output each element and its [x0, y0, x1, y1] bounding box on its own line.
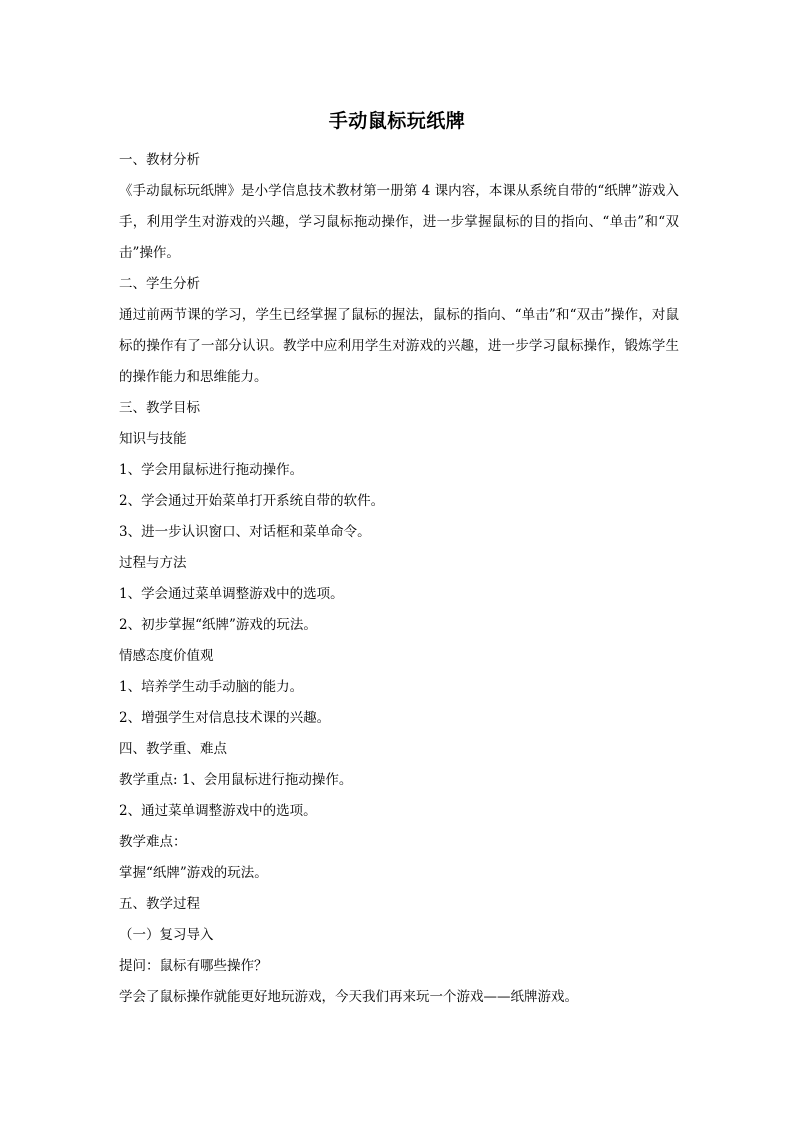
list-item: 1、培养学生动手动脑的能力。 — [119, 679, 304, 695]
paragraph-student-analysis: 通过前两节课的学习，学生已经掌握了鼠标的握法，鼠标的指向、“单击”和“双击”操作，对鼠标的操作有了一部分认识。教学中应利用学生对游戏的兴趣，进一步学习鼠标操作，锻炼学生的操作能力和思维能力。 — [119, 307, 679, 385]
section-heading-teaching-goals: 三、教学目标 — [119, 400, 200, 416]
question-line: 提问：鼠标有哪些操作？ — [119, 958, 268, 974]
section-heading-key-difficult-points: 四、教学重、难点 — [119, 741, 227, 757]
subheading-knowledge-skills: 知识与技能 — [119, 431, 187, 447]
list-item: 1、学会用鼠标进行拖动操作。 — [119, 462, 304, 478]
list-item: 1、学会通过菜单调整游戏中的选项。 — [119, 586, 344, 602]
key-point-item: 2、通过菜单调整游戏中的选项。 — [119, 803, 317, 819]
subheading-process-method: 过程与方法 — [119, 555, 187, 571]
list-item: 2、增强学生对信息技术课的兴趣。 — [119, 710, 331, 726]
list-item: 2、初步掌握“纸牌”游戏的玩法。 — [119, 617, 317, 633]
document-title: 手动鼠标玩纸牌 — [328, 110, 466, 132]
section-heading-teaching-process: 五、教学过程 — [119, 896, 200, 912]
section-heading-student-analysis: 二、学生分析 — [119, 276, 200, 292]
closing-line: 学会了鼠标操作就能更好地玩游戏，今天我们再来玩一个游戏——纸牌游戏。 — [119, 989, 578, 1005]
key-point-item: 教学重点: 1、会用鼠标进行拖动操作。 — [119, 772, 353, 788]
subheading-emotion-values: 情感态度价值观 — [119, 648, 214, 664]
difficult-point-item: 掌握“纸牌”游戏的玩法。 — [119, 865, 268, 881]
section-heading-material-analysis: 一、教材分析 — [119, 152, 200, 168]
list-item: 3、进一步认识窗口、对话框和菜单命令。 — [119, 524, 371, 540]
paragraph-material-analysis: 《手动鼠标玩纸牌》是小学信息技术教材第一册第 4 课内容，本课从系统自带的“纸牌”游戏入手，利用学生对游戏的兴趣，学习鼠标拖动操作，进一步掌握鼠标的目的指向、“单击”和“双击”操作。 — [119, 183, 679, 261]
list-item: 2、学会通过开始菜单打开系统自带的软件。 — [119, 493, 385, 509]
subheading-difficult-point: 教学难点： — [119, 834, 187, 850]
subheading-review-intro: （一）复习导入 — [119, 927, 214, 943]
document-body — [119, 145, 679, 1013]
